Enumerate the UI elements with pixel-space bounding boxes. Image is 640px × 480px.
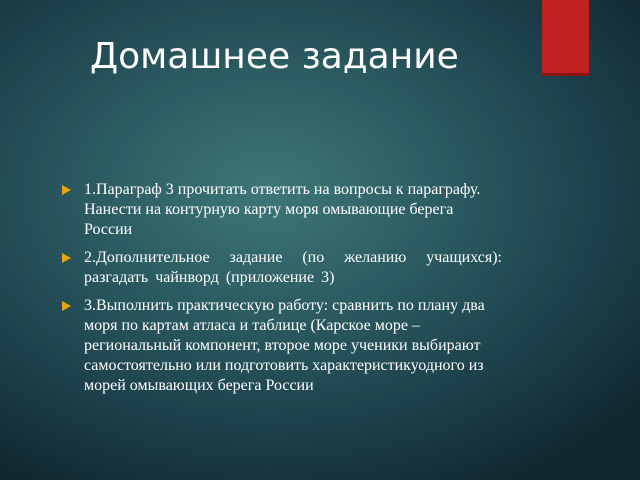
list-item xyxy=(62,180,502,240)
list-item xyxy=(62,296,502,396)
list-item-text: 3.Выполнить практическую работу: сравнить по плану два моря по картам атласа и таблице (Карское море – региональный компонент, второе море ученики выбирают самостоятельно или подготовить характеристикуодного из морей омывающих берега России xyxy=(84,297,485,394)
accent-bar xyxy=(542,0,589,76)
bullet-arrow-icon xyxy=(62,253,71,263)
bullet-list xyxy=(62,180,502,404)
list-item-text: 1.Параграф 3 прочитать ответить на вопросы к параграфу. Нанести на контурную карту моря омывающие берега России xyxy=(84,181,481,238)
list-item-text: 2.Дополнительное задание (по желанию учащихся): разгадать чайнворд (приложение 3) xyxy=(84,249,502,286)
slide-title: Домашнее задание xyxy=(90,36,459,77)
bullet-arrow-icon xyxy=(62,185,71,195)
bullet-arrow-icon xyxy=(62,301,71,311)
list-item xyxy=(62,248,502,288)
